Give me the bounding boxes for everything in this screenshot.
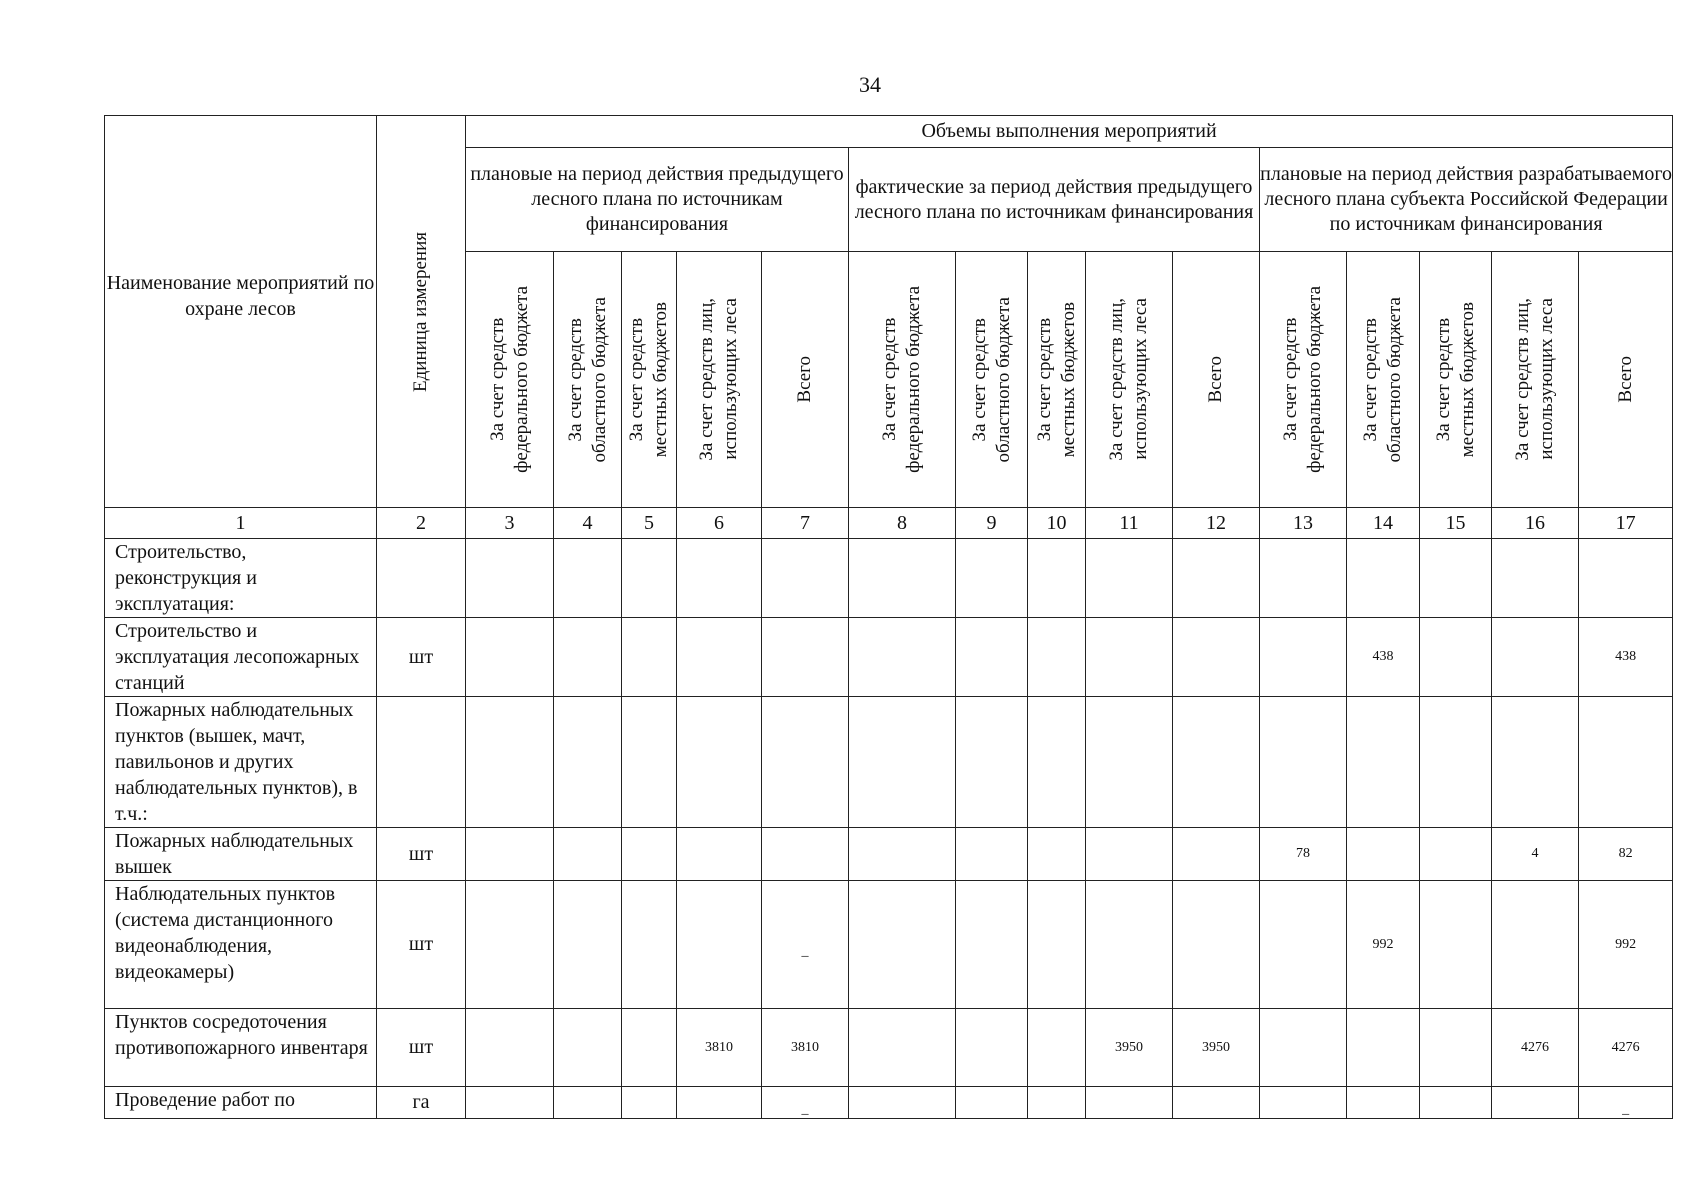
value-cell — [1173, 618, 1260, 697]
value-cell — [554, 1009, 622, 1087]
value-cell — [1173, 539, 1260, 618]
value-cell — [762, 618, 849, 697]
value-cell — [849, 828, 956, 881]
value-cell — [762, 697, 849, 828]
value-cell — [1028, 618, 1086, 697]
column-number: 4 — [554, 508, 622, 539]
unit-cell — [377, 539, 466, 618]
subheader-line: областного бюджета — [992, 296, 1014, 463]
value-cell — [466, 881, 554, 1009]
value-cell: _ — [762, 881, 849, 1009]
value-cell — [1086, 539, 1173, 618]
value-cell — [1347, 1087, 1420, 1119]
subheader-line: За счет средств лиц, — [1512, 298, 1533, 461]
value-cell — [622, 881, 677, 1009]
value-cell — [1420, 828, 1492, 881]
value-cell — [1420, 697, 1492, 828]
value-cell — [677, 881, 762, 1009]
table-row — [105, 881, 1673, 1009]
header-unit — [377, 116, 466, 508]
value-cell — [677, 828, 762, 881]
column-number: 12 — [1173, 508, 1260, 539]
subheader-total-label: Всего — [794, 356, 815, 403]
page-number: 34 — [859, 72, 881, 97]
table-row — [105, 539, 1673, 618]
value-cell — [622, 697, 677, 828]
subheader-total-label: Всего — [1205, 356, 1226, 403]
activity-name-cell: Пожарных наблюдательных пунктов (вышек, мачт, павильонов и других наблюдательных пунктов), в т.ч.: — [105, 697, 377, 828]
value-cell — [1086, 881, 1173, 1009]
column-number: 5 — [622, 508, 677, 539]
value-cell — [1492, 881, 1579, 1009]
value-cell — [1086, 1087, 1173, 1119]
value-cell — [1420, 539, 1492, 618]
value-cell — [466, 618, 554, 697]
value-cell: _ — [762, 1087, 849, 1119]
subheader-line: За счет средств лиц, — [1106, 298, 1127, 461]
header-unit-label: Единица измерения — [410, 231, 431, 392]
value-cell — [554, 881, 622, 1009]
value-cell — [677, 539, 762, 618]
value-cell — [1028, 828, 1086, 881]
value-cell — [1173, 828, 1260, 881]
subheader-line: федерального бюджета — [510, 286, 532, 473]
value-cell — [956, 697, 1028, 828]
subheader-line: За счет средств — [486, 317, 508, 442]
value-cell — [1260, 618, 1347, 697]
activity-name-cell: Наблюдательных пунктов (система дистанционного видеонаблюдения, видеокамеры) — [105, 881, 377, 1009]
column-number: 16 — [1492, 508, 1579, 539]
value-cell: 438 — [1579, 618, 1673, 697]
value-cell — [554, 1087, 622, 1119]
value-cell: 4 — [1492, 828, 1579, 881]
value-cell — [1260, 697, 1347, 828]
value-cell: 4276 — [1492, 1009, 1579, 1087]
subheader-line: За счет средств — [879, 317, 900, 442]
column-number: 17 — [1579, 508, 1673, 539]
column-number: 14 — [1347, 508, 1420, 539]
activity-name-cell: Проведение работ по — [105, 1087, 377, 1119]
subheader-line: местных бюджетов — [650, 301, 671, 458]
column-number-row — [105, 508, 1673, 539]
subheader-federal-budget — [849, 252, 956, 508]
value-cell: 438 — [1347, 618, 1420, 697]
subheader-line: За счет средств лиц, — [696, 298, 717, 461]
value-cell: _ — [1579, 1087, 1673, 1119]
activity-name-cell: Строительство, реконструкция и эксплуатация: — [105, 539, 377, 618]
value-cell — [466, 1009, 554, 1087]
unit-cell: шт — [377, 618, 466, 697]
table-row — [105, 1087, 1673, 1119]
value-cell — [622, 828, 677, 881]
value-cell — [622, 539, 677, 618]
value-cell: 992 — [1579, 881, 1673, 1009]
value-cell — [762, 828, 849, 881]
table-row — [105, 697, 1673, 828]
value-cell — [1086, 828, 1173, 881]
value-cell — [1347, 1009, 1420, 1087]
activity-name-cell: Пожарных наблюдательных вышек — [105, 828, 377, 881]
value-cell — [956, 1087, 1028, 1119]
value-cell — [1492, 618, 1579, 697]
header-activity-name: Наименование мероприятий по охране лесов — [105, 116, 377, 508]
unit-cell: шт — [377, 1009, 466, 1087]
value-cell — [1347, 828, 1420, 881]
subheader-line: За счет средств — [1280, 317, 1301, 442]
value-cell: 78 — [1260, 828, 1347, 881]
table-row — [105, 618, 1673, 697]
value-cell — [1173, 1087, 1260, 1119]
subheader-forest-users — [1492, 252, 1579, 508]
value-cell — [466, 539, 554, 618]
subheader-line: местных бюджетов — [1057, 301, 1079, 458]
value-cell: 3950 — [1173, 1009, 1260, 1087]
column-number: 10 — [1028, 508, 1086, 539]
column-number: 15 — [1420, 508, 1492, 539]
column-number: 7 — [762, 508, 849, 539]
value-cell — [622, 1009, 677, 1087]
value-cell — [1173, 697, 1260, 828]
header-group-planned-new: плановые на период действия разрабатываемого лесного плана субъекта Российской Федерации по источникам финансирования — [1260, 148, 1673, 252]
activity-name-cell: Пунктов сосредоточения противопожарного инвентаря — [105, 1009, 377, 1087]
value-cell — [956, 1009, 1028, 1087]
subheader-regional-budget — [554, 252, 622, 508]
value-cell — [849, 1087, 956, 1119]
unit-cell: шт — [377, 828, 466, 881]
value-cell — [1347, 697, 1420, 828]
column-number: 6 — [677, 508, 762, 539]
value-cell — [849, 618, 956, 697]
column-number: 3 — [466, 508, 554, 539]
subheader-regional-budget — [956, 252, 1028, 508]
column-number: 1 — [105, 508, 377, 539]
header-group-planned-previous: плановые на период действия предыдущего лесного плана по источникам финансирования — [466, 148, 849, 252]
value-cell — [1579, 697, 1673, 828]
value-cell — [1028, 1009, 1086, 1087]
value-cell — [466, 1087, 554, 1119]
subheader-line: За счет средств — [1432, 317, 1454, 442]
table-row — [105, 1009, 1673, 1087]
subheader-forest-users — [677, 252, 762, 508]
header-volumes-group: Объемы выполнения мероприятий — [466, 116, 1673, 148]
value-cell — [677, 618, 762, 697]
unit-cell — [377, 697, 466, 828]
value-cell: 992 — [1347, 881, 1420, 1009]
value-cell — [1260, 1009, 1347, 1087]
subheader-line: За счет средств — [1033, 317, 1055, 442]
subheader-line: использующих леса — [720, 298, 741, 461]
subheader-line: областного бюджета — [588, 296, 610, 463]
column-number: 8 — [849, 508, 956, 539]
value-cell — [1420, 1009, 1492, 1087]
value-cell — [1579, 539, 1673, 618]
table-row — [105, 828, 1673, 881]
subheader-regional-budget — [1347, 252, 1420, 508]
subheader-line: федерального бюджета — [903, 286, 924, 473]
value-cell — [1420, 881, 1492, 1009]
value-cell — [1420, 1087, 1492, 1119]
subheader-federal-budget — [1260, 252, 1347, 508]
unit-cell: шт — [377, 881, 466, 1009]
value-cell — [466, 828, 554, 881]
column-number: 2 — [377, 508, 466, 539]
value-cell — [849, 697, 956, 828]
column-number: 9 — [956, 508, 1028, 539]
subheader-local-budgets — [1028, 252, 1086, 508]
value-cell — [1028, 1087, 1086, 1119]
forest-protection-table — [104, 115, 1673, 1119]
subheader-line: местных бюджетов — [1456, 301, 1478, 458]
value-cell — [1347, 539, 1420, 618]
subheader-total-label: Всего — [1614, 356, 1636, 403]
subheader-line: За счет средств — [968, 317, 990, 442]
subheader-line: За счет средств — [626, 317, 647, 442]
value-cell: 82 — [1579, 828, 1673, 881]
value-cell — [554, 828, 622, 881]
subheader-line: За счет средств — [1360, 317, 1381, 442]
value-cell — [554, 697, 622, 828]
value-cell — [1492, 1087, 1579, 1119]
value-cell — [1086, 697, 1173, 828]
value-cell — [677, 697, 762, 828]
value-cell — [849, 1009, 956, 1087]
subheader-line: использующих леса — [1130, 298, 1151, 461]
value-cell — [1260, 1087, 1347, 1119]
value-cell — [1420, 618, 1492, 697]
value-cell — [956, 539, 1028, 618]
subheader-local-budgets — [1420, 252, 1492, 508]
value-cell — [1173, 881, 1260, 1009]
value-cell — [762, 539, 849, 618]
subheader-forest-users — [1086, 252, 1173, 508]
value-cell — [849, 881, 956, 1009]
value-cell — [1028, 539, 1086, 618]
subheader-total — [762, 252, 849, 508]
value-cell — [554, 618, 622, 697]
value-cell — [956, 881, 1028, 1009]
subheader-total — [1173, 252, 1260, 508]
value-cell — [1260, 539, 1347, 618]
activity-name-cell: Строительство и эксплуатация лесопожарных станций — [105, 618, 377, 697]
header-group-actual-previous: фактические за период действия предыдущего лесного плана по источникам финансирования — [849, 148, 1260, 252]
unit-cell: га — [377, 1087, 466, 1119]
value-cell — [956, 618, 1028, 697]
value-cell: 3950 — [1086, 1009, 1173, 1087]
value-cell — [622, 1087, 677, 1119]
value-cell — [849, 539, 956, 618]
value-cell — [1086, 618, 1173, 697]
value-cell — [1492, 697, 1579, 828]
value-cell — [1492, 539, 1579, 618]
value-cell — [677, 1087, 762, 1119]
subheader-line: областного бюджета — [1384, 296, 1405, 463]
subheader-line: федерального бюджета — [1304, 286, 1325, 473]
subheader-line: использующих леса — [1536, 298, 1557, 461]
value-cell — [466, 697, 554, 828]
value-cell — [622, 618, 677, 697]
subheader-local-budgets — [622, 252, 677, 508]
value-cell — [1260, 881, 1347, 1009]
subheader-total — [1579, 252, 1673, 508]
value-cell: 4276 — [1579, 1009, 1673, 1087]
subheader-line: За счет средств — [564, 317, 586, 442]
value-cell: 3810 — [762, 1009, 849, 1087]
column-number: 13 — [1260, 508, 1347, 539]
value-cell: 3810 — [677, 1009, 762, 1087]
column-number: 11 — [1086, 508, 1173, 539]
value-cell — [1028, 881, 1086, 1009]
value-cell — [554, 539, 622, 618]
value-cell — [956, 828, 1028, 881]
value-cell — [1028, 697, 1086, 828]
subheader-federal-budget — [466, 252, 554, 508]
